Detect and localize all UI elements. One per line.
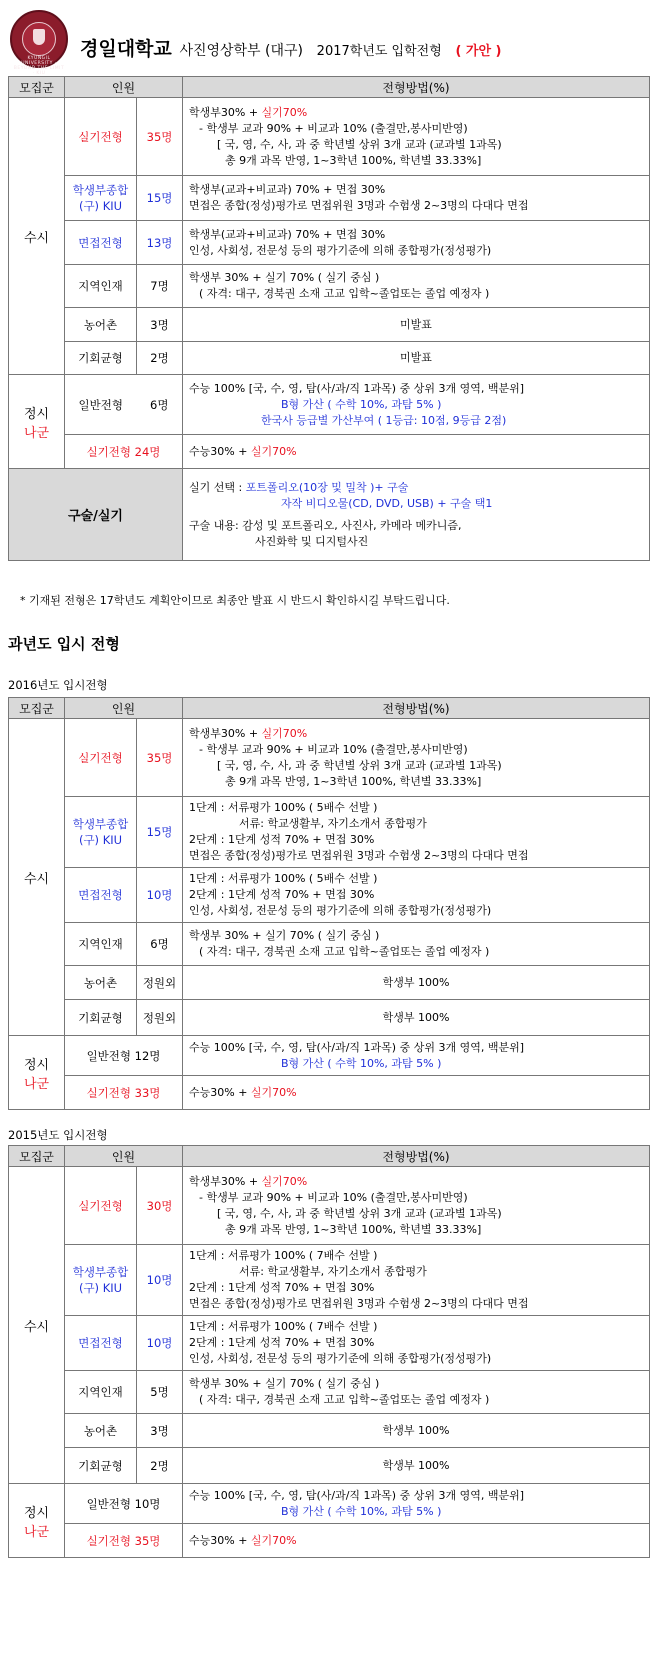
type-jiyeok: 지역인재 bbox=[65, 265, 137, 308]
jeongsi-label: 정시 나군 bbox=[9, 375, 65, 469]
table-row: 기회균형 정원외 학생부 100% bbox=[9, 1000, 650, 1036]
table-header-row bbox=[9, 77, 650, 98]
susi-label: 수시 bbox=[9, 1167, 65, 1484]
type-silgi: 실기전형 bbox=[65, 98, 137, 176]
table-row bbox=[9, 342, 650, 375]
table-row: 실기전형 33명 수능30% + 실기70% bbox=[9, 1076, 650, 1110]
seal-text: KYUNGIL UNIVERSITY · BEYOND THE LIMIT · KIU bbox=[13, 56, 65, 76]
method-myeonjeop: 학생부(교과+비교과) 70% + 면접 30% 인성, 사회성, 전문성 등의 평가기준에 의해 종합평가(정성평가) bbox=[183, 221, 650, 265]
year-label-2016: 2016년도 입시전형 bbox=[8, 678, 108, 692]
table-row bbox=[9, 435, 650, 469]
method-silgi2: 수능30% + 실기70% bbox=[183, 435, 650, 469]
count-gihoe: 2명 bbox=[137, 342, 183, 375]
year-label-2015: 2015년도 입시전형 bbox=[8, 1128, 108, 1142]
table-row: 수시 실기전형 35명 학생부30% + 실기70% - 학생부 교과 90% + 비교과 10% (출결만,봉사미반영) [ 국, 영, 수, 사, 과 중 학년별 상위 3개 교과 (교과별 1과목) 총 9개 과목 반영, 1~3학년 100%, 학년별 33.33%] bbox=[9, 719, 650, 797]
table-row: 정시 나군 일반전형 10명 수능 100% [국, 수, 영, 탐(사/과/직 1과목) 중 상위 3개 영역, 백분위] B형 가산 ( 수학 10%, 과탐 5% ) bbox=[9, 1484, 650, 1524]
gusul-label: 구술/실기 bbox=[9, 469, 183, 561]
method-ilban: 수능 100% [국, 수, 영, 탐(사/과/직 1과목) 중 상위 3개 영역, 백분위] B형 가산 ( 수학 10%, 과탐 5% ) 한국사 등급별 가산부여 ( 1등급: 10점, 9등급 2점) bbox=[183, 375, 650, 435]
table-row bbox=[9, 98, 650, 176]
table-row: 지역인재 5명 학생부 30% + 실기 70% ( 실기 중심 ) ( 자격: 대구, 경북권 소재 고교 입학~졸업또는 졸업 예정자 ) bbox=[9, 1371, 650, 1414]
table-header-row: 모집군 인원 전형방법(%) bbox=[9, 698, 650, 719]
table-header-row: 모집군 인원 전형방법(%) bbox=[9, 1146, 650, 1167]
count-myeonjeop: 13명 bbox=[137, 221, 183, 265]
table-row: 실기전형 35명 수능30% + 실기70% bbox=[9, 1524, 650, 1558]
method-gihoe: 미발표 bbox=[183, 342, 650, 375]
type-myeonjeop: 면접전형 bbox=[65, 221, 137, 265]
count-silgi: 35명 bbox=[137, 98, 183, 176]
table-row: 학생부종합 (구) KIU 10명 1단계 : 서류평가 100% ( 7배수 선발 ) 서류: 학교생활부, 자기소개서 종합평가 2단계 : 1단계 성적 70% + 면접 30% 면접은 종합(정성)평가로 면접위원 3명과 수험생 2~3명의 다대다 면접 bbox=[9, 1245, 650, 1316]
method-jiyeok: 학생부 30% + 실기 70% ( 실기 중심 ) ( 자격: 대구, 경북권 소재 고교 입학~졸업또는 졸업 예정자 ) bbox=[183, 265, 650, 308]
admission-table-2017 bbox=[8, 76, 650, 561]
table-row: 지역인재 6명 학생부 30% + 실기 70% ( 실기 중심 ) ( 자격: 대구, 경북권 소재 고교 입학~졸업또는 졸업 예정자 ) bbox=[9, 923, 650, 966]
count-jiyeok: 7명 bbox=[137, 265, 183, 308]
col-method: 전형방법(%) bbox=[183, 77, 650, 98]
table-row: 수시 실기전형 30명 학생부30% + 실기70% - 학생부 교과 90% + 비교과 10% (출결만,봉사미반영) [ 국, 영, 수, 사, 과 중 학년별 상위 3개 교과 (교과별 1과목) 총 9개 과목 반영, 1~3학년 100%, 학년별 33.33%] bbox=[9, 1167, 650, 1245]
table-row bbox=[9, 221, 650, 265]
prev-section-title: 과년도 입시 전형 bbox=[8, 635, 120, 653]
count-ilban: 6명 bbox=[137, 375, 183, 435]
table-row bbox=[9, 265, 650, 308]
table-row bbox=[9, 469, 650, 561]
table-row: 농어촌 정원외 학생부 100% bbox=[9, 966, 650, 1000]
page-title bbox=[80, 34, 502, 61]
type-hakjong: 학생부종합 (구) KIU bbox=[65, 176, 137, 221]
table-row bbox=[9, 176, 650, 221]
silgi2-label: 실기전형 24명 bbox=[65, 435, 183, 469]
university-seal-icon bbox=[10, 10, 68, 76]
table-row: 학생부종합 (구) KIU 15명 1단계 : 서류평가 100% ( 5배수 선발 ) 서류: 학교생활부, 자기소개서 종합평가 2단계 : 1단계 성적 70% + 면접 30% 면접은 종합(정성)평가로 면접위원 3명과 수험생 2~3명의 다대다 면접 bbox=[9, 797, 650, 868]
year-title: 2017학년도 입학전형 bbox=[316, 44, 442, 59]
jeongsi-label: 정시 나군 bbox=[9, 1484, 65, 1558]
method-nong: 미발표 bbox=[183, 308, 650, 342]
table-row bbox=[9, 375, 650, 435]
method-hakjong: 학생부(교과+비교과) 70% + 면접 30% 면접은 종합(정성)평가로 면접위원 3명과 수험생 2~3명의 다대다 면접 bbox=[183, 176, 650, 221]
table-row bbox=[9, 308, 650, 342]
note-text: * 기재된 전형은 17학년도 계획안이므로 최종안 발표 시 반드시 확인하시길 부탁드립니다. bbox=[20, 594, 450, 607]
table-row: 기회균형 2명 학생부 100% bbox=[9, 1448, 650, 1484]
table-row: 농어촌 3명 학생부 100% bbox=[9, 1414, 650, 1448]
susi-label: 수시 bbox=[9, 719, 65, 1036]
admission-table-2015 bbox=[8, 1145, 650, 1558]
table-row: 면접전형 10명 1단계 : 서류평가 100% ( 5배수 선발 ) 2단계 : 1단계 성적 70% + 면접 30% 인성, 사회성, 전문성 등의 평가기준에 의해 종합평가(정성평가) bbox=[9, 868, 650, 923]
admission-table-2016 bbox=[8, 697, 650, 1110]
method-gusul: 실기 선택 : 포트폴리오(10장 및 밀착 )+ 구술 자작 비디오물(CD, DVD, USB) + 구술 택1 구술 내용: 감성 및 포트폴리오, 사진사, 카메라 메카니즘, 사진화학 및 디지털사진 bbox=[183, 469, 650, 561]
method-silgi: 학생부30% + 실기70% - 학생부 교과 90% + 비교과 10% (출결만,봉사미반영) [ 국, 영, 수, 사, 과 중 학년별 상위 3개 교과 (교과별 1과목) 총 9개 과목 반영, 1~3학년 100%, 학년별 33.33%] bbox=[183, 98, 650, 176]
col-group: 모집군 bbox=[9, 77, 65, 98]
type-gihoe: 기회균형 bbox=[65, 342, 137, 375]
university-name: 경일대학교 bbox=[80, 38, 172, 60]
type-ilban: 일반전형 bbox=[65, 375, 137, 435]
table-row: 면접전형 10명 1단계 : 서류평가 100% ( 7배수 선발 ) 2단계 : 1단계 성적 70% + 면접 30% 인성, 사회성, 전문성 등의 평가기준에 의해 종합평가(정성평가) bbox=[9, 1316, 650, 1371]
col-quota: 인원 bbox=[65, 77, 183, 98]
department-name: 사진영상학부 (대구) bbox=[179, 43, 304, 59]
count-nong: 3명 bbox=[137, 308, 183, 342]
type-nong: 농어촌 bbox=[65, 308, 137, 342]
jeongsi-label: 정시 나군 bbox=[9, 1036, 65, 1110]
count-hakjong: 15명 bbox=[137, 176, 183, 221]
page-header bbox=[8, 6, 648, 76]
draft-label: ( 가안 ) bbox=[455, 44, 502, 59]
table-row: 정시 나군 일반전형 12명 수능 100% [국, 수, 영, 탐(사/과/직 1과목) 중 상위 3개 영역, 백분위] B형 가산 ( 수학 10%, 과탐 5% ) bbox=[9, 1036, 650, 1076]
susi-label: 수시 bbox=[9, 98, 65, 375]
